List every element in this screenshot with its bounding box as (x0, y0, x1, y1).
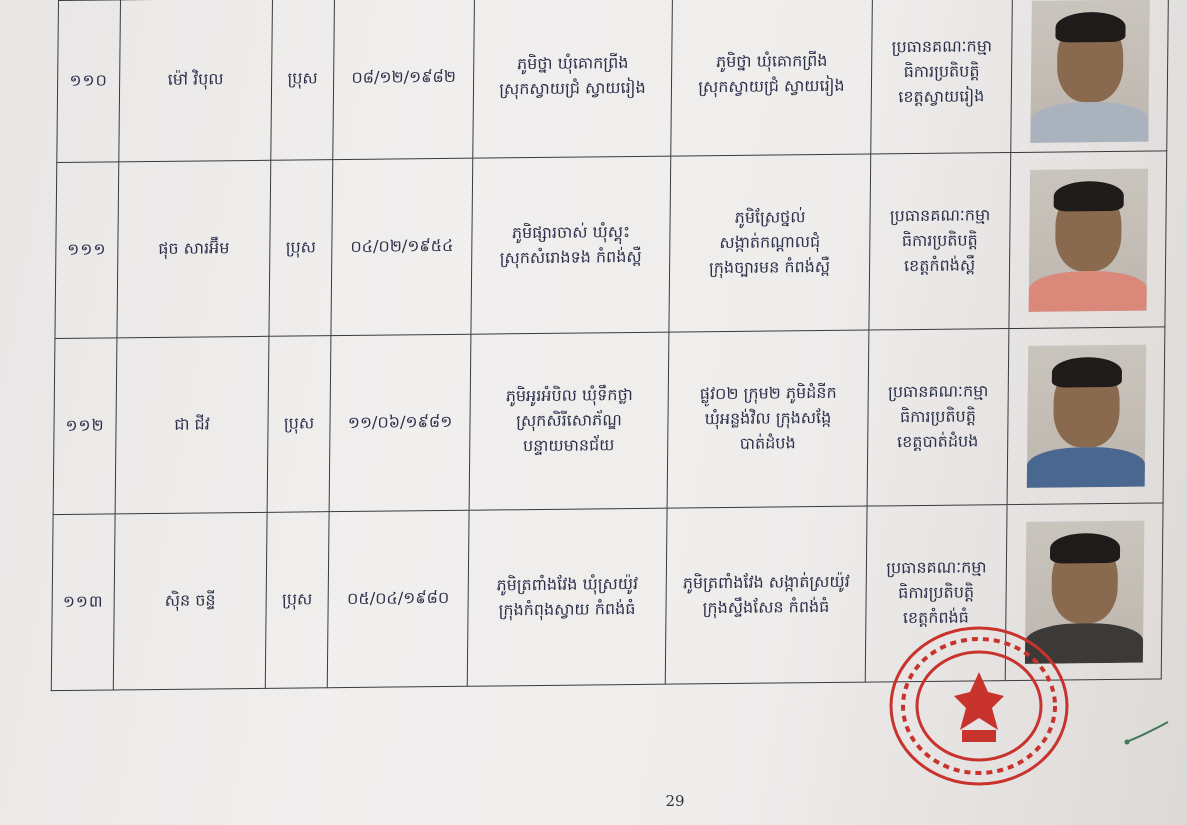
position (869, 153, 1011, 330)
position-line: ខេត្តកំពង់ស្ពឺ (903, 255, 976, 276)
address-line: ស្រុកស្វាយជ្រំ ស្វាយរៀង (698, 75, 845, 96)
position-line: ប្រធានគណៈកម្មា (886, 557, 987, 578)
photo-cell (1009, 151, 1167, 329)
position-line: ខេត្តបាត់ដំបង (897, 431, 979, 452)
birthplace-line: ក្រុងកំពុងស្វាយ កំពង់ធំ (498, 598, 636, 619)
seal-emblem-shape (954, 672, 1004, 730)
address-line: សង្កាត់កណ្តាលជុំ (719, 232, 821, 253)
check-mark-dot (1125, 740, 1130, 745)
position (867, 329, 1009, 506)
birthplace-line: ភូមិត្រពាំងវែង ឃុំស្រយ៉ូវ (496, 573, 639, 595)
address-line: បាត់ដំបង (739, 433, 796, 453)
birthplace-line: បន្ទាយមានជ័យ (522, 435, 615, 456)
current-address (669, 154, 871, 332)
address-line: ផ្លូវ០២ ក្រុម២ ភូមិដំនីក (699, 383, 837, 404)
birthplace-line: ភូមិផ្សារចាស់ ឃុំស្គុះ (511, 221, 631, 242)
address-line: ក្រុងស្ទឹងសែន កំពង់ធំ (702, 596, 830, 617)
table-row (57, 0, 1169, 163)
table-row (53, 327, 1165, 515)
gender: ប្រុស (269, 160, 333, 337)
address-line: ភូមិត្រពាំងវែង សង្កាត់ស្រយ៉ូវ (682, 571, 850, 593)
portrait-photo (1026, 344, 1145, 487)
person-name: ម៉ៅ វិបុល (119, 0, 273, 162)
portrait-photo (1030, 0, 1149, 142)
birthplace-line: ស្រុកសិរីសោភ័ណ្ឌ (516, 410, 622, 431)
photo-cell (1007, 327, 1165, 505)
birthplace (469, 332, 669, 510)
birthplace (467, 508, 667, 686)
gender: ប្រុស (271, 0, 335, 160)
table-row (55, 151, 1167, 339)
row-number: ១១០ (57, 0, 121, 163)
address-line: ភូមិស្រែថ្នល់ (734, 207, 806, 228)
date-of-birth: ០៨/១២/១៩៨២ (333, 0, 475, 160)
portrait-photo (1028, 168, 1147, 311)
birthplace-line: ស្រុកស្វាយជ្រំ ស្វាយរៀង (499, 77, 646, 98)
gender: ប្រុស (265, 512, 329, 689)
person-name: ជា ជីវ (115, 336, 269, 514)
birthplace (471, 156, 671, 334)
roster-table (51, 0, 1169, 691)
birthplace (473, 0, 673, 158)
position-line: ខេត្តកំពង់ធំ (902, 607, 969, 628)
seal-emblem (954, 672, 1004, 742)
position-line: ធិការប្រតិបត្តិ (903, 61, 980, 82)
position-line: ធិការប្រតិបត្តិ (901, 230, 978, 251)
seal-emblem-base (962, 730, 996, 742)
check-mark-icon (1122, 718, 1172, 748)
address-line: ក្រុងច្បារមន កំពង់ស្ពឺ (708, 256, 831, 278)
official-seal-stamp (884, 622, 1074, 790)
date-of-birth: ០៤/០២/១៩៥៤ (331, 158, 473, 335)
position (871, 0, 1013, 154)
current-address (671, 0, 873, 156)
address-line: ឃុំអន្លង់វិល ក្រុងសង្កែ (704, 408, 832, 429)
birthplace-line: ភូមិអូរអំបិល ឃុំទឹកថ្លា (505, 385, 633, 406)
person-name: ស៊ិន ចន្ទី (113, 512, 267, 690)
position-line: ធិការប្រតិបត្តិ (899, 406, 977, 427)
date-of-birth: ០៥/០៤/១៩៨០ (327, 510, 469, 687)
current-address (667, 330, 869, 508)
row-number: ១១១ (55, 162, 119, 339)
position-line: ខេត្តស្វាយរៀង (898, 86, 985, 107)
row-number: ១១២ (53, 338, 117, 515)
gender: ប្រុស (267, 336, 331, 513)
position-line: ធិការប្រតិបត្តិ (898, 582, 975, 603)
page-number: 29 (665, 792, 685, 810)
address-line: ភូមិថ្នា ឃុំគោកព្រីង (715, 50, 828, 71)
birthplace-line: ភូមិថ្នា ឃុំគោកព្រីង (516, 52, 629, 73)
current-address (665, 506, 867, 684)
position-line: ប្រធានគណៈកម្មា (891, 36, 993, 57)
position-line: ប្រធានគណៈកម្មា (889, 205, 991, 226)
check-mark-stroke (1126, 722, 1168, 742)
position-line: ប្រធានគណៈកម្មា (888, 381, 989, 402)
birthplace-line: ស្រុកសំរោងទង កំពង់ស្ពឺ (499, 246, 642, 267)
person-name: ផុច សារអ៊ឹម (117, 160, 271, 338)
photo-cell (1011, 0, 1169, 153)
row-number: ១១៣ (51, 514, 115, 691)
date-of-birth: ១១/០៦/១៩៨១ (329, 334, 471, 511)
